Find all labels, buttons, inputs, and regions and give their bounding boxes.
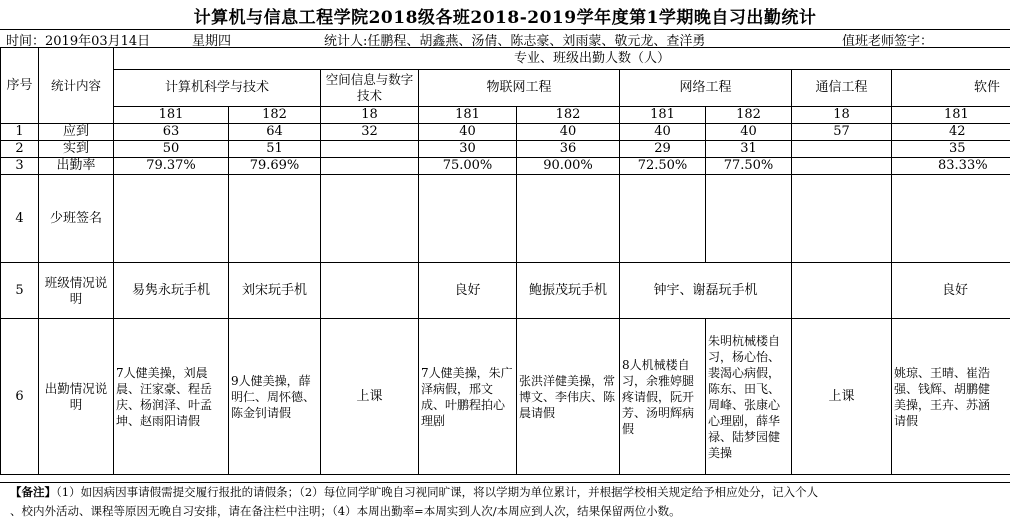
cell-value xyxy=(321,141,419,158)
row-number: 2 xyxy=(1,141,39,158)
class-header: 182 xyxy=(229,107,321,124)
row-number: 3 xyxy=(1,158,39,175)
row-actual xyxy=(1,141,1010,158)
sheet-title: 计算机与信息工程学院2018级各班2018-2019学年度第1学期晚自习出勤统计 xyxy=(193,8,817,28)
cell-value xyxy=(792,263,892,319)
cell-value: 良好 xyxy=(419,263,517,319)
cell-value: 63 xyxy=(114,124,229,141)
sign-cell[interactable] xyxy=(892,175,1010,263)
class-header: 18 xyxy=(321,107,419,124)
remark-line-2: 、校内外活动、课程等原因无晚自习安排，请在备注栏中注明；（4）本周出勤率=本周实到人次/本周应到人次，结果保留两位小数。 xyxy=(10,504,681,518)
cell-value xyxy=(792,158,892,175)
class-header: 181 xyxy=(419,107,517,124)
cell-value: 75.00% xyxy=(419,158,517,175)
cell-value: 31 xyxy=(706,141,792,158)
cell-value xyxy=(321,158,419,175)
info-line xyxy=(0,29,1010,48)
sign-cell[interactable] xyxy=(620,175,706,263)
major-cs: 计算机科学与技术 xyxy=(114,70,321,107)
cell-value: 易隽永玩手机 xyxy=(114,263,229,319)
seq-header: 序号 xyxy=(1,48,39,124)
sign-cell[interactable] xyxy=(792,175,892,263)
row-label: 出勤率 xyxy=(39,158,114,175)
cell-value: 40 xyxy=(517,124,620,141)
note-cell: 姚琼、王晴、崔浩强、钱辉、胡鹏健美操，王卉、苏涵请假 xyxy=(892,319,1010,475)
cell-value: 40 xyxy=(419,124,517,141)
row-rate xyxy=(1,158,1010,175)
sign-cell[interactable] xyxy=(321,175,419,263)
attendance-table xyxy=(0,47,1010,475)
cell-value: 83.33% xyxy=(892,158,1010,175)
cell-value: 90.00% xyxy=(517,158,620,175)
remark-line-1 xyxy=(10,483,1010,502)
date-text: 时间：2019年03月14日 xyxy=(6,34,151,49)
note-cell: 8人机械楼自习，余雅婷腿疼请假，阮开芳、汤明辉病假 xyxy=(620,319,706,475)
cell-value: 40 xyxy=(620,124,706,141)
row-label: 班级情况说明 xyxy=(39,263,114,319)
class-header: 18 xyxy=(792,107,892,124)
cell-value: 29 xyxy=(620,141,706,158)
remark-label: 【备注】 xyxy=(10,485,56,499)
cell-value: 32 xyxy=(321,124,419,141)
major-software: 软件 xyxy=(892,70,1010,107)
row-expected xyxy=(1,124,1010,141)
cell-value: 79.69% xyxy=(229,158,321,175)
cell-value: 77.50% xyxy=(706,158,792,175)
cell-value: 51 xyxy=(229,141,321,158)
class-header: 181 xyxy=(620,107,706,124)
note-cell: 张洪洋健美操，常博文、李伟庆、陈晨请假 xyxy=(517,319,620,475)
class-header: 182 xyxy=(706,107,792,124)
remark-block xyxy=(0,482,1010,531)
teacher-sign-text: 值班老师签字： xyxy=(842,34,934,49)
cell-value: 72.50% xyxy=(620,158,706,175)
major-spatial: 空间信息与数字技术 xyxy=(321,70,419,107)
row-number: 4 xyxy=(1,175,39,263)
sign-cell[interactable] xyxy=(114,175,229,263)
cell-value: 鲍振茂玩手机 xyxy=(517,263,620,319)
cell-value: 36 xyxy=(517,141,620,158)
note-cell: 9人健美操，薛明仁、周怀德、陈金钊请假 xyxy=(229,319,321,475)
major-network: 网络工程 xyxy=(620,70,792,107)
major-comm: 通信工程 xyxy=(792,70,892,107)
row-number: 5 xyxy=(1,263,39,319)
row-label: 实到 xyxy=(39,141,114,158)
weekday-text: 星期四 xyxy=(192,34,232,49)
sign-cell[interactable] xyxy=(517,175,620,263)
cell-value: 64 xyxy=(229,124,321,141)
row-monitor-sign xyxy=(1,175,1010,263)
sign-cell[interactable] xyxy=(419,175,517,263)
note-cell: 上课 xyxy=(792,319,892,475)
group-title: 专业、班级出勤人数（人） xyxy=(114,48,1010,70)
row-class-situation xyxy=(1,263,1010,319)
cell-value: 42 xyxy=(892,124,1010,141)
row-label: 应到 xyxy=(39,124,114,141)
content-header: 统计内容 xyxy=(39,48,114,124)
remark-text-1: （1）如因病因事请假需提交履行报批的请假条；（2）每位同学旷晚自习视同旷课，将以学期为单位累计，并根据学校相关规定给予相应处分，记入个人 xyxy=(56,485,819,499)
major-iot: 物联网工程 xyxy=(419,70,620,107)
cell-value: 79.37% xyxy=(114,158,229,175)
cell-value: 良好 xyxy=(892,263,1010,319)
cell-value: 30 xyxy=(419,141,517,158)
cell-value: 刘宋玩手机 xyxy=(229,263,321,319)
row-number: 1 xyxy=(1,124,39,141)
row-attendance-notes xyxy=(1,319,1010,475)
note-cell: 上课 xyxy=(321,319,419,475)
cell-value: 钟宇、谢磊玩手机 xyxy=(620,263,792,319)
note-cell: 朱明杭械楼自习，杨心怡、裴渴心病假，陈东、田飞、周峰、张康心心理剧，薛华禄、陆梦园健美操 xyxy=(706,319,792,475)
row-label: 少班签名 xyxy=(39,175,114,263)
cell-value: 40 xyxy=(706,124,792,141)
row-label: 出勤情况说明 xyxy=(39,319,114,475)
row-number: 6 xyxy=(1,319,39,475)
class-header: 181 xyxy=(114,107,229,124)
counters-text: 统计人:任鹏程、胡鑫燕、汤倩、陈志豪、刘雨蒙、敬元龙、查洋勇 xyxy=(324,34,706,49)
cell-value: 50 xyxy=(114,141,229,158)
class-header: 181 xyxy=(892,107,1010,124)
sign-cell[interactable] xyxy=(706,175,792,263)
cell-value: 57 xyxy=(792,124,892,141)
cell-value xyxy=(321,263,419,319)
note-cell: 7人健美操，刘晨晨、汪家豪、程岳庆、杨润泽、叶孟坤、赵雨阳请假 xyxy=(114,319,229,475)
class-header: 182 xyxy=(517,107,620,124)
cell-value: 35 xyxy=(892,141,1010,158)
note-cell: 7人健美操，朱广泽病假，邢文成、叶鹏程拍心理剧 xyxy=(419,319,517,475)
sign-cell[interactable] xyxy=(229,175,321,263)
cell-value xyxy=(792,141,892,158)
